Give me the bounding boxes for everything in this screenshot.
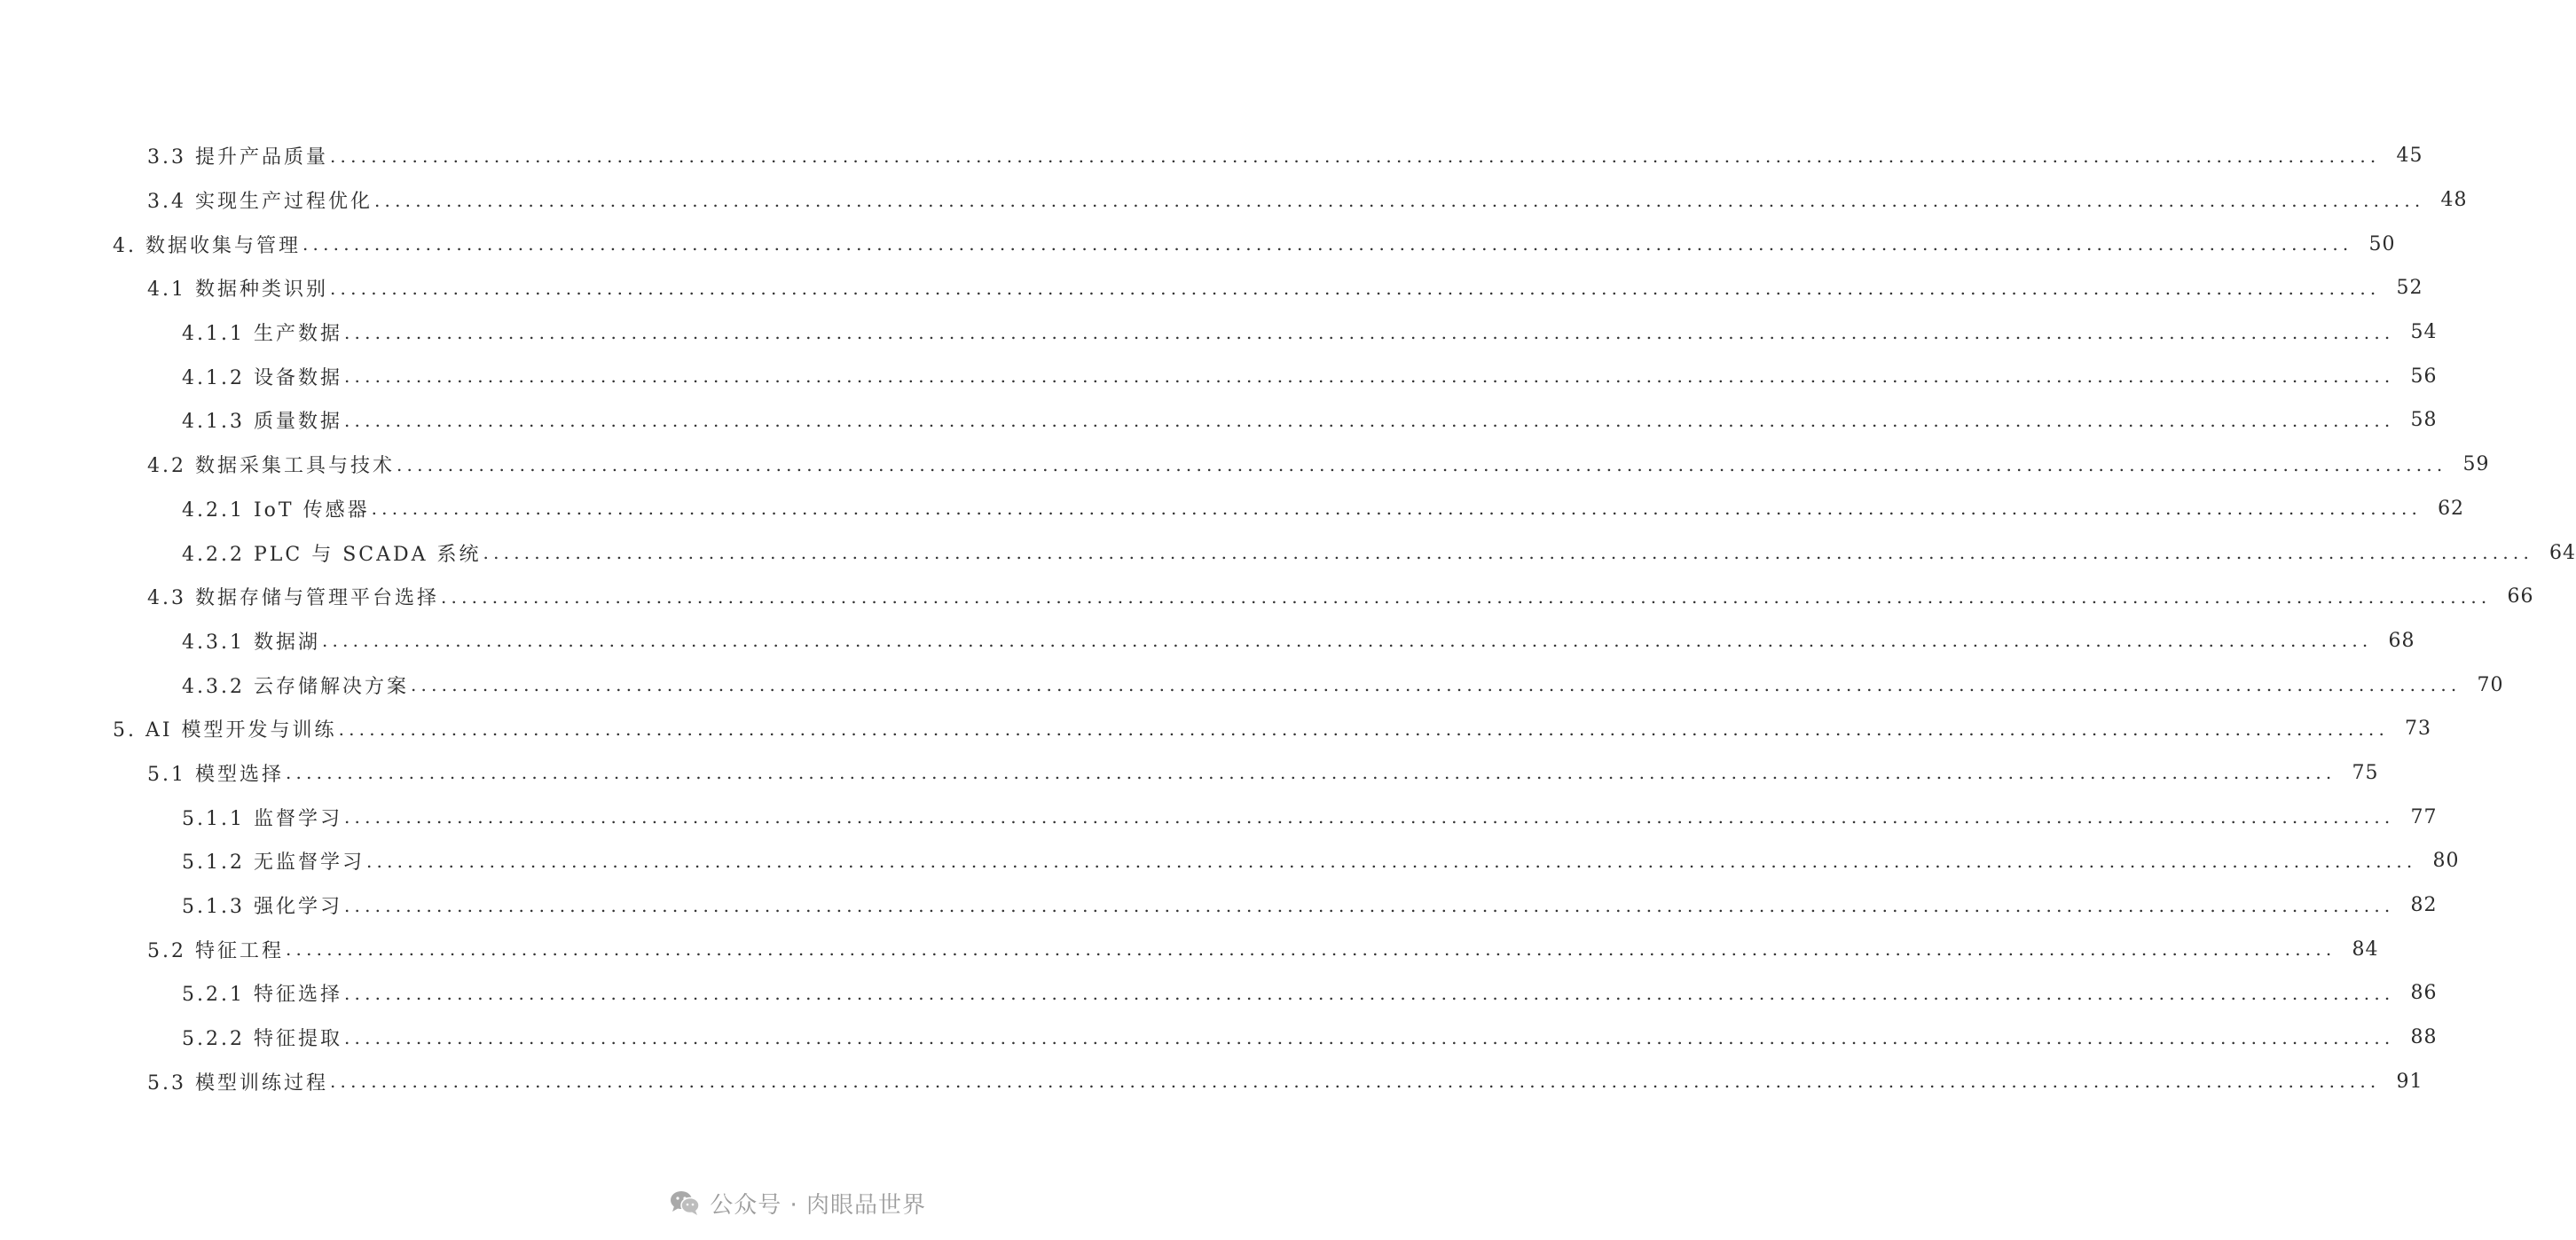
toc-entry-page: 70 (2477, 673, 2504, 696)
toc-entry[interactable] (0, 134, 2423, 178)
wechat-icon (669, 1189, 701, 1216)
toc-leader-dots: ........................................................................................................................................................................................................ (371, 498, 2423, 520)
toc-leader-dots: ........................................................................................................................................................................................................ (343, 409, 2395, 431)
toc-entry-page: 88 (2410, 1026, 2438, 1049)
toc-entry-page: 45 (2396, 145, 2423, 168)
toc-entry-title: 4.1.2 设备数据 (182, 366, 342, 389)
toc-leader-dots: ........................................................................................................................................................................................................ (343, 982, 2395, 1004)
toc-leader-dots: ........................................................................................................................................................................................................ (329, 277, 2381, 299)
toc-entry[interactable] (0, 663, 2504, 707)
toc-entry[interactable] (0, 1016, 2438, 1060)
toc-entry[interactable] (0, 751, 2379, 796)
toc-entry-title: 5.2 特征工程 (147, 939, 284, 962)
toc-entry-page: 50 (2368, 232, 2396, 255)
toc-entry-title: 5.1.2 无监督学习 (182, 852, 365, 875)
toc-entry-page: 77 (2410, 805, 2438, 828)
toc-entry-title: 4.1.1 生产数据 (182, 323, 342, 346)
toc-entry-page: 82 (2410, 894, 2438, 917)
toc-entry[interactable] (0, 266, 2423, 310)
toc-leader-dots: ........................................................................................................................................................................................................ (338, 718, 2390, 740)
toc-entry-page: 91 (2396, 1070, 2423, 1093)
toc-entry[interactable] (0, 619, 2415, 663)
toc-leader-dots: ........................................................................................................................................................................................................ (440, 585, 2492, 608)
toc-entry-title: 4.2.1 IoT 传感器 (182, 498, 370, 522)
toc-entry-title: 4.1 数据种类识别 (147, 279, 328, 302)
toc-entry-title: 5.1.3 强化学习 (182, 896, 342, 919)
toc-entry-title: 3.3 提升产品质量 (147, 146, 328, 169)
toc-leader-dots: ........................................................................................................................................................................................................ (285, 938, 2336, 961)
toc-entry-title: 4.1.3 质量数据 (182, 411, 342, 434)
toc-entry[interactable] (0, 971, 2438, 1016)
toc-entry-page: 52 (2396, 277, 2423, 300)
toc-entry-title: 5.2.2 特征提取 (182, 1028, 342, 1051)
toc-leader-dots: ........................................................................................................................................................................................................ (343, 365, 2395, 388)
toc-entry[interactable] (0, 443, 2490, 487)
toc-entry-page: 56 (2410, 365, 2438, 388)
watermark-text: 公众号 · 肉眼品世界 (710, 1191, 926, 1219)
toc-entry-page: 66 (2507, 585, 2534, 608)
toc-entry[interactable] (0, 575, 2534, 619)
toc-entry-page: 86 (2410, 982, 2438, 1005)
toc-leader-dots: ........................................................................................................................................................................................................ (343, 894, 2395, 916)
toc-leader-dots: ........................................................................................................................................................................................................ (302, 233, 2353, 255)
toc-entry-title: 4. 数据收集与管理 (113, 234, 301, 257)
toc-leader-dots: ........................................................................................................................................................................................................ (365, 850, 2417, 872)
table-of-contents (0, 134, 2576, 1103)
toc-entry[interactable] (0, 222, 2396, 266)
toc-entry-title: 5.1 模型选择 (147, 763, 284, 786)
toc-entry[interactable] (0, 883, 2438, 928)
toc-entry-page: 75 (2352, 761, 2379, 784)
toc-entry-title: 5.2.1 特征选择 (182, 984, 342, 1007)
toc-entry-page: 48 (2440, 189, 2468, 212)
toc-leader-dots: ........................................................................................................................................................................................................ (285, 762, 2336, 784)
toc-entry-page: 80 (2432, 850, 2460, 873)
toc-entry-title: 4.3 数据存储与管理平台选择 (147, 587, 439, 610)
toc-leader-dots: ........................................................................................................................................................................................................ (343, 1026, 2395, 1048)
toc-entry-title: 4.3.1 数据湖 (182, 631, 320, 654)
toc-entry-page: 62 (2438, 497, 2465, 520)
toc-leader-dots: ........................................................................................................................................................................................................ (329, 1071, 2381, 1093)
toc-leader-dots: ........................................................................................................................................................................................................ (483, 542, 2533, 564)
toc-entry-title: 5.1.1 监督学习 (182, 807, 342, 830)
toc-leader-dots: ........................................................................................................................................................................................................ (373, 189, 2425, 211)
toc-entry-page: 73 (2405, 718, 2432, 741)
toc-entry[interactable] (0, 707, 2432, 751)
toc-entry-title: 4.2.2 PLC 与 SCADA 系统 (182, 543, 482, 566)
toc-entry-title: 5.3 模型训练过程 (147, 1071, 328, 1095)
toc-entry-page: 64 (2549, 541, 2576, 564)
toc-leader-dots: ........................................................................................................................................................................................................ (321, 630, 2373, 652)
toc-entry-title: 4.3.2 云存储解决方案 (182, 675, 409, 698)
toc-entry-page: 54 (2410, 321, 2438, 344)
toc-entry[interactable] (0, 927, 2379, 971)
toc-leader-dots: ........................................................................................................................................................................................................ (343, 806, 2395, 828)
toc-entry-title: 4.2 数据采集工具与技术 (147, 455, 395, 478)
toc-entry[interactable] (0, 530, 2576, 575)
watermark (669, 1183, 926, 1222)
toc-entry-title: 5. AI 模型开发与训练 (113, 719, 337, 742)
toc-leader-dots: ........................................................................................................................................................................................................ (410, 674, 2462, 696)
toc-entry[interactable] (0, 487, 2465, 531)
toc-entry[interactable] (0, 398, 2438, 443)
toc-entry[interactable] (0, 178, 2468, 223)
toc-entry-page: 84 (2352, 938, 2379, 961)
toc-entry-title: 3.4 实现生产过程优化 (147, 191, 373, 214)
toc-leader-dots: ........................................................................................................................................................................................................ (396, 453, 2447, 475)
toc-leader-dots: ........................................................................................................................................................................................................ (329, 145, 2381, 167)
toc-entry[interactable] (0, 839, 2460, 883)
toc-entry-page: 58 (2410, 409, 2438, 432)
toc-entry[interactable] (0, 795, 2438, 839)
toc-entry[interactable] (0, 354, 2438, 398)
toc-leader-dots: ........................................................................................................................................................................................................ (343, 321, 2395, 343)
toc-entry-page: 59 (2462, 453, 2490, 476)
toc-entry[interactable] (0, 310, 2438, 355)
toc-entry[interactable] (0, 1059, 2423, 1103)
toc-entry-page: 68 (2388, 629, 2415, 652)
